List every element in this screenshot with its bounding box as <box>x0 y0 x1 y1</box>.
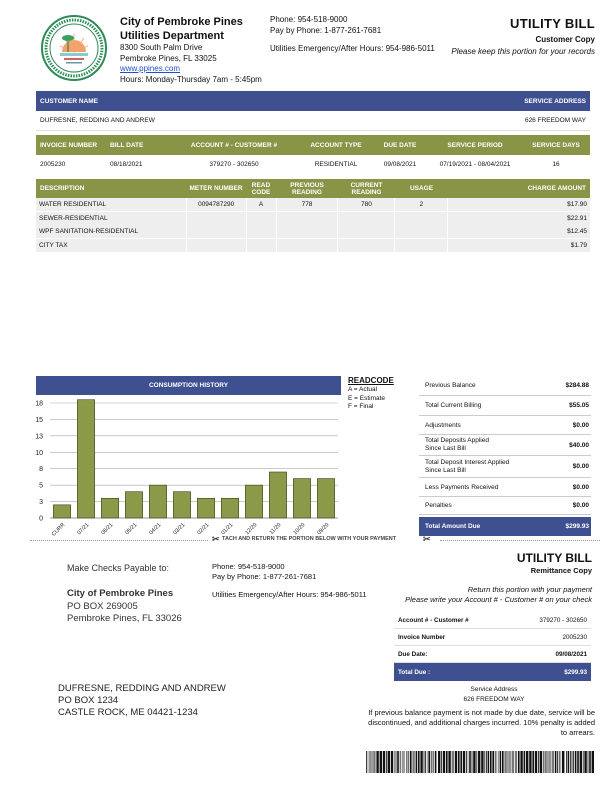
total-amount-due: $299.93 <box>565 523 589 530</box>
barcode-bar <box>428 751 430 773</box>
barcode-bar <box>520 751 522 773</box>
barcode-bar <box>452 751 454 773</box>
office-hours: Hours: Monday-Thursday 7am - 5:45pm <box>120 74 262 84</box>
barcode-bar <box>492 751 494 773</box>
summary-row <box>419 376 591 396</box>
charge-amount-header: CHARGE AMOUNT <box>527 185 586 192</box>
barcode-bar <box>573 751 574 773</box>
readcode-item: A = Actual <box>348 386 378 393</box>
barcode-bar <box>496 751 497 773</box>
meter-number <box>187 212 246 225</box>
remit-value: 2005230 <box>562 633 587 641</box>
service-period-header: SERVICE PERIOD <box>447 141 503 149</box>
barcode-bar <box>529 751 531 773</box>
x-tick-label: 09/20 <box>316 522 331 537</box>
usage: 2 <box>395 198 447 211</box>
org-info <box>120 15 262 85</box>
barcode-bar <box>583 751 584 773</box>
current-reading <box>338 225 394 238</box>
invoice-values <box>36 155 590 173</box>
barcode-bar <box>544 751 546 773</box>
barcode-bar <box>555 751 557 773</box>
current-reading: 780 <box>338 198 394 211</box>
summary-row <box>419 478 591 497</box>
meter-number <box>187 225 246 238</box>
summary-label: Total Current Billing <box>425 402 482 409</box>
barcode-bar <box>469 751 471 773</box>
invoice-header <box>36 135 590 155</box>
dotted-divider <box>440 540 600 541</box>
service-days: 16 <box>552 160 560 168</box>
remit-details <box>394 612 591 681</box>
barcode-bar <box>448 751 450 773</box>
previous-reading <box>277 225 338 238</box>
customer-name: DUFRESNE, REDDING AND ANDREW <box>40 117 155 124</box>
usage <box>395 239 447 252</box>
barcode-bar <box>526 751 528 773</box>
remit-copy-label: Remittance Copy <box>530 566 592 575</box>
remit-service-address <box>394 685 594 705</box>
barcode-bar <box>373 751 375 773</box>
barcode-bar <box>383 751 385 773</box>
total-due-label: Total Due : <box>398 668 431 676</box>
barcode-bar <box>484 751 485 773</box>
barcode-bar <box>562 751 564 773</box>
payee-address <box>67 588 182 626</box>
x-tick-label: 04/21 <box>148 522 163 537</box>
barcode-bar <box>472 751 473 773</box>
charge-description: WPF SANITATION-RESIDENTIAL <box>36 225 186 238</box>
account-type: RESIDENTIAL <box>314 160 358 168</box>
x-tick-label: 05/21 <box>124 522 139 537</box>
invoice-number: 2005230 <box>40 160 66 168</box>
barcode-bar <box>460 751 462 773</box>
barcode-bar <box>495 751 496 773</box>
barcode-bar <box>420 751 422 773</box>
remit-value: 379270 - 302650 <box>539 616 587 624</box>
remit-note: Return this portion with your payment <box>467 585 592 594</box>
barcode-bar <box>549 751 551 773</box>
barcode-bar <box>441 751 442 773</box>
remit-contact <box>212 562 367 600</box>
charge-amount: $12.45 <box>448 225 590 238</box>
emergency-phone: Utilities Emergency/After Hours: 954-986-5011 <box>270 44 435 53</box>
barcode-bar <box>559 751 560 773</box>
barcode-bar <box>372 751 373 773</box>
barcode-bar <box>572 751 573 773</box>
current-reading <box>338 212 394 225</box>
summary-value: $0.00 <box>572 463 589 470</box>
pay-phone: Pay by Phone: 1-877-261-7681 <box>212 572 317 581</box>
service-period: 07/19/2021 - 08/04/2021 <box>439 160 511 168</box>
emergency-phone: Utilities Emergency/After Hours: 954-986-5011 <box>212 590 367 599</box>
account-customer-header: ACCOUNT # - CUSTOMER # <box>190 141 278 149</box>
service-address-label: SERVICE ADDRESS <box>524 97 586 105</box>
barcode-bar <box>396 751 397 773</box>
mailing-line2: CASTLE ROCK, ME 04421-1234 <box>58 707 198 718</box>
remit-label: Account # - Customer # <box>398 616 469 624</box>
barcode-bar <box>404 751 405 773</box>
barcode-bar <box>478 751 480 773</box>
summary-row <box>419 396 591 416</box>
current-reading-header: CURRENT READING <box>350 181 383 196</box>
barcode-bar <box>508 751 509 773</box>
read-code-header: READ CODE <box>251 181 271 196</box>
charges-header <box>36 179 590 198</box>
barcode-bar <box>512 751 514 773</box>
customer-values <box>36 111 590 131</box>
mailing-address <box>58 683 226 719</box>
x-tick-label: 07/21 <box>76 522 91 537</box>
chart-bar <box>197 498 214 518</box>
barcode-bar <box>577 751 579 773</box>
bill-date-header: BILL DATE <box>110 141 144 149</box>
payee-name: City of Pembroke Pines <box>67 588 174 599</box>
barcode-bar <box>455 751 457 773</box>
barcode-bar <box>535 751 537 773</box>
barcode-bar <box>424 751 425 773</box>
read-code <box>247 239 276 252</box>
invoice-number-header: INVOICE NUMBER <box>40 141 98 149</box>
remit-row <box>394 612 591 629</box>
phone: Phone: 954-518-9000 <box>270 15 348 24</box>
summary-label: Total Deposits Applied Since Last Bill <box>425 437 489 452</box>
city-seal-logo <box>40 14 108 82</box>
barcode-bar <box>518 751 520 773</box>
summary-row <box>419 435 591 456</box>
checks-payable-label: Make Checks Payable to: <box>67 563 170 573</box>
barcode-bar <box>498 751 499 773</box>
barcode-bar <box>532 751 534 773</box>
org-address2: Pembroke Pines, FL 33025 <box>120 53 217 63</box>
charge-description: SEWER-RESIDENTIAL <box>36 212 186 225</box>
previous-reading <box>277 239 338 252</box>
readcode-item: E = Estimate <box>348 394 386 402</box>
barcode-bar <box>566 751 567 773</box>
detach-line <box>30 535 600 545</box>
balance-summary <box>419 376 591 536</box>
barcode-bar <box>476 751 477 773</box>
barcode-bar <box>443 751 445 773</box>
y-tick-label: 15 <box>35 416 43 424</box>
barcode-bar <box>560 751 561 773</box>
payee-po-box: PO BOX 269005 <box>67 600 138 612</box>
summary-label: Less Payments Received <box>425 483 499 491</box>
website-link[interactable]: www.ppines.com <box>120 64 181 73</box>
y-tick-label: 5 <box>39 482 43 490</box>
previous-reading: 778 <box>277 198 338 211</box>
meter-number-header: METER NUMBER <box>189 185 243 192</box>
barcode-bar <box>446 751 448 773</box>
y-tick-label: 18 <box>35 400 43 408</box>
y-tick-label: 3 <box>39 499 43 507</box>
remit-row <box>394 629 591 646</box>
charge-row <box>36 225 590 238</box>
barcode-bar <box>376 751 378 773</box>
barcode-bar <box>552 751 554 773</box>
barcode-bar <box>504 751 506 773</box>
remit-title-block <box>405 551 592 604</box>
barcode-bar <box>400 751 402 773</box>
barcode-bar <box>418 751 420 773</box>
y-tick-label: 10 <box>35 449 43 457</box>
barcode-bar <box>473 751 475 773</box>
usage <box>395 212 447 225</box>
chart-bar <box>125 492 142 518</box>
charge-amount: $1.79 <box>448 239 590 252</box>
current-reading <box>338 239 394 252</box>
meter-number <box>187 239 246 252</box>
barcode-bar <box>588 751 589 773</box>
summary-value: $0.00 <box>572 502 589 509</box>
barcode-bar <box>394 751 395 773</box>
x-tick-label: 01/21 <box>220 522 235 537</box>
remit-row <box>394 646 591 663</box>
charge-amount: $22.91 <box>448 212 590 225</box>
barcode-bar <box>488 751 490 773</box>
y-tick-label: 13 <box>35 433 43 441</box>
summary-label: Previous Balance <box>425 382 476 389</box>
summary-label: Total Deposit Interest Applied Since Last Bill <box>425 458 510 474</box>
summary-value: $0.00 <box>572 483 589 491</box>
barcode-bar <box>463 751 465 773</box>
org-name: City of Pembroke Pines <box>120 16 243 28</box>
chart-bar <box>245 485 262 518</box>
barcode-bar <box>435 751 437 773</box>
scissors-icon: ✂ <box>212 534 220 544</box>
barcode-bar <box>366 751 367 773</box>
barcode-bar <box>458 751 460 773</box>
barcode-bar <box>431 751 432 773</box>
dotted-divider <box>30 540 208 541</box>
service-days-header: SERVICE DAYS <box>532 141 580 149</box>
barcode-bar <box>416 751 418 773</box>
bill-date: 08/18/2021 <box>110 160 143 168</box>
read-code <box>247 212 276 225</box>
readcode-item: F = Final <box>348 403 374 410</box>
x-tick-label: CURR <box>50 522 67 538</box>
barcode-bar <box>438 751 440 773</box>
barcode-bar <box>584 751 586 773</box>
summary-row <box>419 456 591 478</box>
barcode-bar <box>406 751 408 773</box>
copy-label: Customer Copy <box>535 35 595 44</box>
service-address: 626 FREEDOM WAY <box>463 696 525 703</box>
summary-row <box>419 416 591 435</box>
total-amount-due-label: Total Amount Due <box>425 523 481 530</box>
chart-bar <box>101 498 118 518</box>
summary-label: Penalties <box>425 502 452 509</box>
chart-bar <box>149 485 166 518</box>
x-tick-label: 06/21 <box>100 522 115 537</box>
summary-label: Adjustments <box>425 421 461 429</box>
barcode-bar <box>427 751 428 773</box>
dept-name: Utilities Department <box>120 30 224 42</box>
summary-value: $0.00 <box>572 421 589 429</box>
total-due: $299.93 <box>564 668 587 676</box>
bill-title: UTILITY BILL <box>510 16 595 31</box>
barcode-bar <box>391 751 393 773</box>
barcode-bar <box>524 751 526 773</box>
x-tick-label: 12/20 <box>244 522 259 537</box>
customer-header <box>36 91 590 111</box>
due-date-header: DUE DATE <box>383 141 417 149</box>
read-code <box>247 225 276 238</box>
service-address-label: Service Address <box>470 686 518 693</box>
total-amount-due-row <box>419 517 591 536</box>
remit-value: 09/08/2021 <box>555 650 587 658</box>
barcode-bar <box>548 751 549 773</box>
customer-name-label: CUSTOMER NAME <box>40 97 99 105</box>
readcode-title: READCODE <box>348 376 394 385</box>
barcode-bar <box>412 751 414 773</box>
mailing-line1: PO BOX 1234 <box>58 695 119 706</box>
x-tick-label: 03/21 <box>172 522 187 537</box>
barcode-bar <box>425 751 426 773</box>
remit-note: Please write your Account # - Customer # on your check <box>405 594 592 604</box>
summary-value: $55.05 <box>569 402 589 409</box>
barcode-bar <box>432 751 434 773</box>
barcode-bar <box>557 751 558 773</box>
due-date: 09/08/2021 <box>383 160 417 168</box>
barcode-bar <box>468 751 469 773</box>
chart-bar <box>269 472 286 518</box>
barcode-bar <box>575 751 577 773</box>
charge-row <box>36 239 590 252</box>
chart-bar <box>221 498 238 518</box>
bill-title-block <box>451 15 595 56</box>
keep-note: Please keep this portion for your records <box>451 47 595 56</box>
barcode-bar <box>515 751 517 773</box>
chart-bar <box>53 505 70 518</box>
barcode-bar <box>540 751 542 773</box>
barcode-bar <box>410 751 412 773</box>
barcode-bar <box>368 751 369 773</box>
summary-row <box>419 497 591 515</box>
barcode-bar <box>570 751 571 773</box>
previous-reading-header: PREVIOUS READING <box>290 181 324 196</box>
barcode-bar <box>509 751 511 773</box>
usage-header: USAGE <box>409 185 434 192</box>
pay-phone: Pay by Phone: 1-877-261-7681 <box>270 25 382 35</box>
detach-text: TACH AND RETURN THE PORTION BELOW WITH YOUR PAYMENT <box>222 536 397 542</box>
payee-city: Pembroke Pines, FL 33026 <box>67 613 182 624</box>
description-header: DESCRIPTION <box>40 185 85 192</box>
account-type-header: ACCOUNT TYPE <box>310 141 362 149</box>
meter-number: 0094787290 <box>187 198 246 211</box>
y-tick-label: 8 <box>39 466 43 474</box>
remit-label: Invoice Number <box>398 633 446 641</box>
charge-description: WATER RESIDENTIAL <box>36 198 186 211</box>
charge-row <box>36 212 590 225</box>
scissors-icon: ✂ <box>423 534 431 544</box>
remit-title: UTILITY BILL <box>516 551 592 565</box>
barcode-bar <box>380 751 382 773</box>
barcode-bar <box>490 751 492 773</box>
barcode-bar <box>592 751 594 773</box>
barcode-bar <box>402 751 403 773</box>
barcode-bar <box>369 751 371 773</box>
barcode-bar <box>538 751 539 773</box>
summary-value: $284.88 <box>565 382 589 389</box>
disconnect-notice: If previous balance payment is not made by due date, service will be discontinued, and additional charges incurred. 10% penalty is added to arrears. <box>368 708 595 737</box>
readcode-legend <box>348 376 394 412</box>
consumption-chart <box>30 395 342 545</box>
charges-table <box>36 198 590 252</box>
barcode-bar <box>408 751 409 773</box>
barcode-bar <box>388 751 390 773</box>
barcode-bar <box>568 751 570 773</box>
barcode-bar <box>466 751 467 773</box>
charge-amount: $17.90 <box>448 198 590 211</box>
previous-reading <box>277 212 338 225</box>
service-address: 626 FREEDOM WAY <box>524 117 586 124</box>
remit-label: Due Date: <box>398 650 428 658</box>
chart-title: CONSUMPTION HISTORY <box>36 376 341 395</box>
chart-bar <box>173 492 190 518</box>
contact-info <box>270 15 435 55</box>
x-tick-label: 02/21 <box>196 522 211 537</box>
summary-value: $40.00 <box>569 441 589 449</box>
chart-bar <box>317 479 334 518</box>
chart-bar <box>293 479 310 518</box>
barcode-bar <box>481 751 483 773</box>
barcode-bar <box>397 751 399 773</box>
org-address1: 8300 South Palm Drive <box>120 43 203 52</box>
chart-bar <box>77 400 94 518</box>
charge-row <box>36 198 590 211</box>
usage <box>395 225 447 238</box>
read-code: A <box>247 198 276 211</box>
barcode-bar <box>502 751 504 773</box>
y-tick-label: 0 <box>39 515 43 523</box>
barcode-bar <box>543 751 544 773</box>
charge-description: CITY TAX <box>36 239 186 252</box>
barcode-bar <box>500 751 502 773</box>
account-customer: 379270 - 302650 <box>209 160 259 168</box>
barcode <box>366 751 594 773</box>
x-tick-label: 11/20 <box>268 522 283 536</box>
total-due-row <box>394 663 591 681</box>
barcode-bar <box>589 751 591 773</box>
barcode-bar <box>486 751 487 773</box>
mailing-name: DUFRESNE, REDDING AND ANDREW <box>58 683 226 694</box>
barcode-bar <box>580 751 582 773</box>
phone: Phone: 954-518-9000 <box>212 562 285 571</box>
barcode-bar <box>386 751 387 773</box>
x-tick-label: 10/20 <box>292 522 307 537</box>
